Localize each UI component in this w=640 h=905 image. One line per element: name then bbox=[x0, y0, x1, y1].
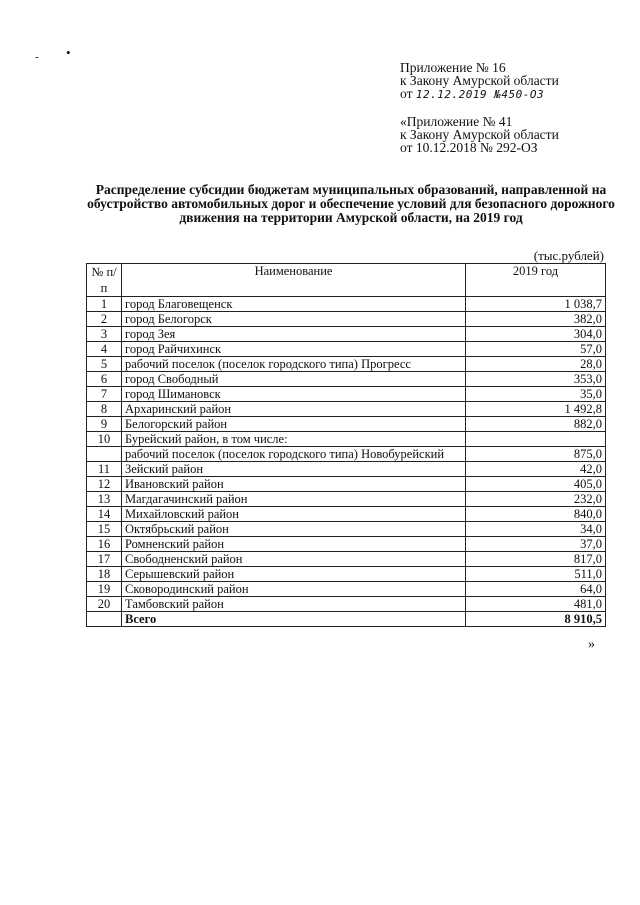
table-row bbox=[87, 387, 606, 402]
appendix-current-law: к Закону Амурской области bbox=[400, 73, 559, 88]
header-number: № п/п bbox=[87, 264, 122, 297]
row-number: 4 bbox=[87, 342, 122, 357]
appendix-current-block bbox=[400, 61, 559, 101]
document-title: Распределение субсидии бюджетам муниципальных образований, направленной на обустройство автомобильных дорог и обеспечение условий для безопасного дорожного движения на территории Амурской области, на 2019 год bbox=[87, 182, 615, 225]
row-number bbox=[87, 447, 122, 462]
row-value: 304,0 bbox=[466, 327, 606, 342]
row-number bbox=[87, 612, 122, 627]
table-row bbox=[87, 297, 606, 312]
row-name: город Зея bbox=[122, 327, 466, 342]
row-name: Сковородинский район bbox=[122, 582, 466, 597]
table-body bbox=[87, 297, 606, 627]
row-value: 28,0 bbox=[466, 357, 606, 372]
appendix-previous-law: к Закону Амурской области bbox=[400, 127, 559, 142]
row-value: 232,0 bbox=[466, 492, 606, 507]
row-value: 382,0 bbox=[466, 312, 606, 327]
table-total-row bbox=[87, 612, 606, 627]
row-name: город Свободный bbox=[122, 372, 466, 387]
table-header-row bbox=[87, 264, 606, 297]
row-name: Михайловский район bbox=[122, 507, 466, 522]
row-value: 1 492,8 bbox=[466, 402, 606, 417]
row-number: 6 bbox=[87, 372, 122, 387]
row-value: 34,0 bbox=[466, 522, 606, 537]
appendix-previous-number: «Приложение № 41 bbox=[400, 114, 513, 129]
handwritten-date-number: 12.12.2019 №450-ОЗ bbox=[415, 88, 545, 101]
table-row bbox=[87, 507, 606, 522]
appendix-previous-block bbox=[400, 115, 559, 154]
header-year: 2019 год bbox=[466, 264, 606, 297]
header-name: Наименование bbox=[122, 264, 466, 297]
row-number: 3 bbox=[87, 327, 122, 342]
row-value: 8 910,5 bbox=[466, 612, 606, 627]
row-number: 7 bbox=[87, 387, 122, 402]
table-row bbox=[87, 342, 606, 357]
row-value: 511,0 bbox=[466, 567, 606, 582]
units-label: (тыс.рублей) bbox=[533, 248, 604, 263]
row-number: 2 bbox=[87, 312, 122, 327]
appendix-current-number: Приложение № 16 bbox=[400, 60, 506, 75]
row-name: Свободненский район bbox=[122, 552, 466, 567]
table-row bbox=[87, 402, 606, 417]
closing-quote: » bbox=[588, 637, 595, 652]
stray-mark-hyphen: - bbox=[35, 51, 39, 63]
subsidy-table bbox=[86, 263, 606, 627]
table-row bbox=[87, 552, 606, 567]
row-value: 353,0 bbox=[466, 372, 606, 387]
row-number: 19 bbox=[87, 582, 122, 597]
row-name: Бурейский район, в том числе: bbox=[122, 432, 466, 447]
row-number: 11 bbox=[87, 462, 122, 477]
row-name: город Шимановск bbox=[122, 387, 466, 402]
row-value: 882,0 bbox=[466, 417, 606, 432]
row-name: Октябрьский район bbox=[122, 522, 466, 537]
row-name: Серышевский район bbox=[122, 567, 466, 582]
row-name: город Благовещенск bbox=[122, 297, 466, 312]
row-name: рабочий поселок (поселок городского типа) Прогресс bbox=[122, 357, 466, 372]
row-value: 840,0 bbox=[466, 507, 606, 522]
row-name: Ромненский район bbox=[122, 537, 466, 552]
table-row bbox=[87, 432, 606, 447]
row-number: 13 bbox=[87, 492, 122, 507]
appendix-previous-date: от 10.12.2018 № 292-ОЗ bbox=[400, 140, 538, 155]
row-name: город Райчихинск bbox=[122, 342, 466, 357]
row-value: 64,0 bbox=[466, 582, 606, 597]
row-name: Магдагачинский район bbox=[122, 492, 466, 507]
table-row bbox=[87, 447, 606, 462]
table-row bbox=[87, 537, 606, 552]
row-value: 875,0 bbox=[466, 447, 606, 462]
row-number: 8 bbox=[87, 402, 122, 417]
row-number: 1 bbox=[87, 297, 122, 312]
appendix-current-date-line bbox=[400, 87, 559, 101]
row-name: город Белогорск bbox=[122, 312, 466, 327]
row-name: Ивановский район bbox=[122, 477, 466, 492]
row-number: 15 bbox=[87, 522, 122, 537]
table-row bbox=[87, 462, 606, 477]
row-value: 817,0 bbox=[466, 552, 606, 567]
row-number: 20 bbox=[87, 597, 122, 612]
row-name: Всего bbox=[122, 612, 466, 627]
row-value: 37,0 bbox=[466, 537, 606, 552]
row-number: 17 bbox=[87, 552, 122, 567]
table-row bbox=[87, 372, 606, 387]
row-name: Зейский район bbox=[122, 462, 466, 477]
row-value: 35,0 bbox=[466, 387, 606, 402]
row-number: 10 bbox=[87, 432, 122, 447]
stray-mark-dot: • bbox=[66, 45, 71, 60]
table-row bbox=[87, 522, 606, 537]
row-name: Тамбовский район bbox=[122, 597, 466, 612]
row-number: 18 bbox=[87, 567, 122, 582]
table-row bbox=[87, 477, 606, 492]
row-number: 14 bbox=[87, 507, 122, 522]
row-name: Белогорский район bbox=[122, 417, 466, 432]
table-row bbox=[87, 582, 606, 597]
table-row bbox=[87, 312, 606, 327]
row-name: Архаринский район bbox=[122, 402, 466, 417]
table-row bbox=[87, 327, 606, 342]
appendix-current-date-prefix: от bbox=[400, 86, 413, 101]
row-value: 481,0 bbox=[466, 597, 606, 612]
row-name: рабочий поселок (поселок городского типа) Новобурейский bbox=[122, 447, 466, 462]
row-value: 42,0 bbox=[466, 462, 606, 477]
table-row bbox=[87, 492, 606, 507]
row-value: 1 038,7 bbox=[466, 297, 606, 312]
table-row bbox=[87, 597, 606, 612]
row-number: 5 bbox=[87, 357, 122, 372]
table-row bbox=[87, 567, 606, 582]
table-row bbox=[87, 417, 606, 432]
row-value bbox=[466, 432, 606, 447]
row-number: 9 bbox=[87, 417, 122, 432]
row-number: 16 bbox=[87, 537, 122, 552]
row-value: 405,0 bbox=[466, 477, 606, 492]
row-number: 12 bbox=[87, 477, 122, 492]
row-value: 57,0 bbox=[466, 342, 606, 357]
table-row bbox=[87, 357, 606, 372]
